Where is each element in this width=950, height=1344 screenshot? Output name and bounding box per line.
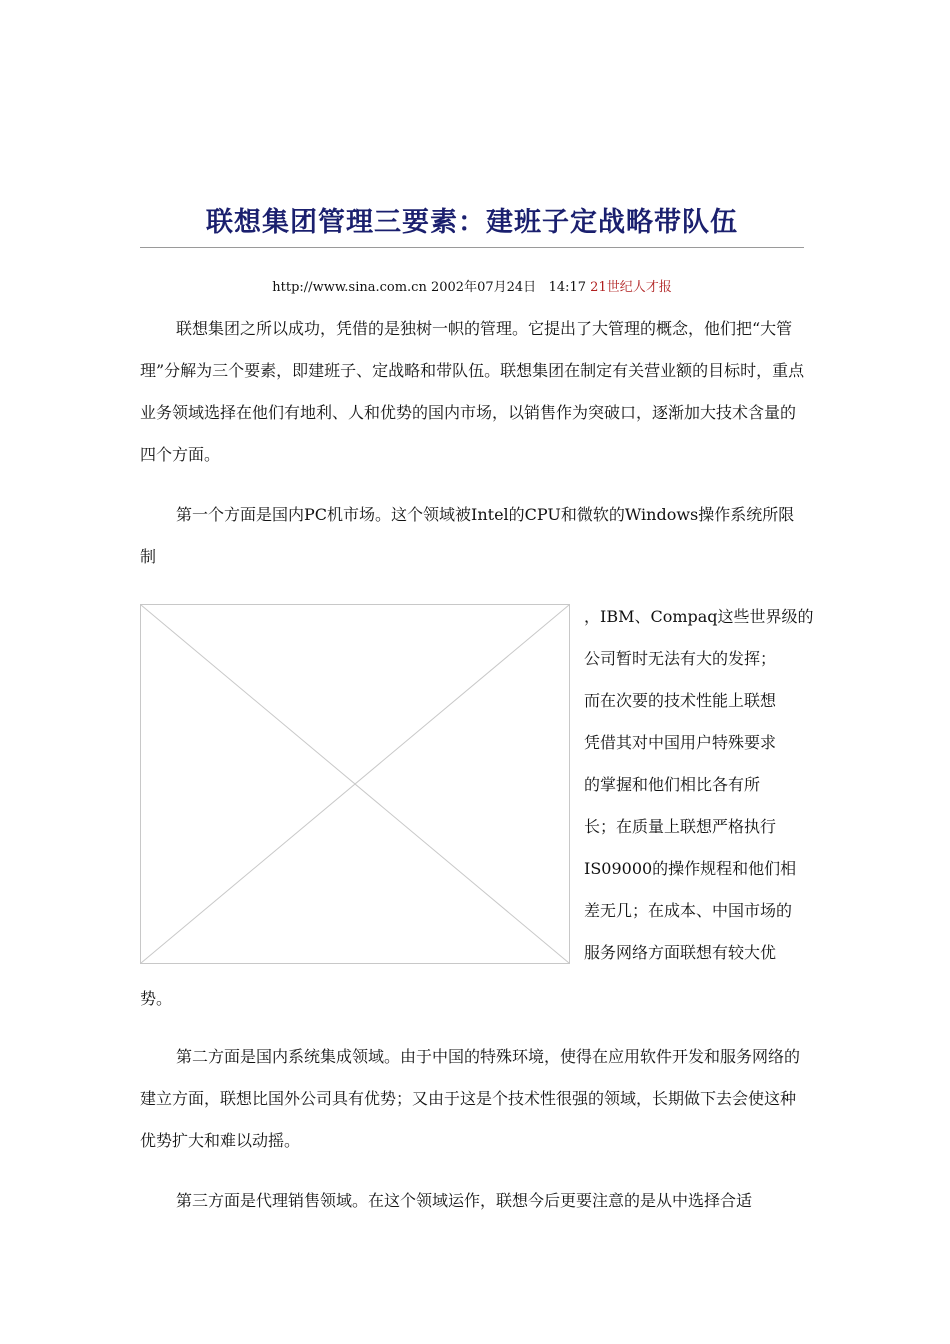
paragraph-system-integration: 第二方面是国内系统集成领域。由于中国的特殊环境，使得在应用软件开发和服务网络的建立方面，联想比国外公司具有优势；又由于这是个技术性很强的领域，长期做下去会使这种优势扩大和难以动摇。 [140,1047,801,1150]
paragraph-pc-market-tail: 势。 [140,989,173,1008]
wrap-line: 长；在质量上联想严格执行 [584,817,777,836]
paragraph-distribution: 第三方面是代理销售领域。在这个领域运作，联想今后更要注意的是从中选择合适 [176,1191,753,1210]
wrap-line: 凭借其对中国用户特殊要求 [584,733,777,752]
article-title: 联想集团管理三要素：建班子定战略带队伍 [206,207,738,238]
wrap-line: 的掌握和他们相比各有所 [584,775,761,794]
meta-time: 14:17 [548,280,587,295]
image-wrap-text [584,596,814,974]
wrap-line: 而在次要的技术性能上联想 [584,691,777,710]
article-meta [140,276,804,295]
image-placeholder [140,604,570,964]
paragraph-intro: 联想集团之所以成功，凭借的是独树一帜的管理。它提出了大管理的概念，他们把“大管理”分解为三个要素，即建班子、定战略和带队伍。联想集团在制定有关营业额的目标时，重点业务领域选择在他们有地利、人和优势的国内市场，以销售作为突破口，逐渐加大技术含量的四个方面。 [140,319,805,464]
meta-date: 2002年07月24日 [430,280,537,295]
wrap-line: IS09000的操作规程和他们相 [584,859,797,878]
wrap-line: 差无几；在成本、中国市场的 [584,901,793,920]
wrap-line: ，IBM、Compaq这些世界级的 [584,607,814,626]
meta-url: http://www.sina.com.cn [272,280,427,295]
wrap-line: 公司暂时无法有大的发挥； [584,649,777,668]
title-divider [140,247,804,248]
paragraph-pc-market: 第一个方面是国内PC机市场。这个领域被Intel的CPU和微软的Windows操作系统所限制 [140,505,795,566]
meta-source: 21世纪人才报 [590,280,672,295]
wrap-line: 服务网络方面联想有较大优 [584,943,777,962]
broken-image-icon [141,605,569,963]
